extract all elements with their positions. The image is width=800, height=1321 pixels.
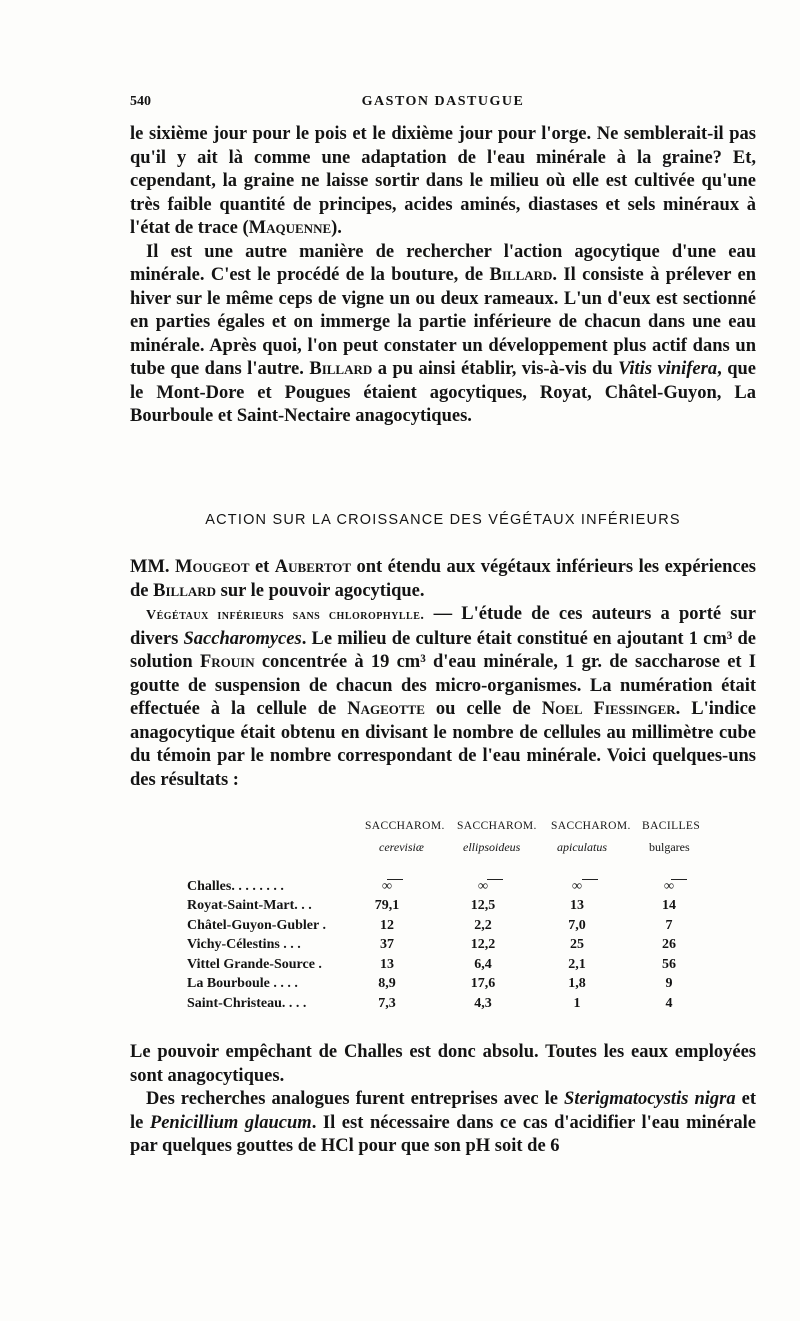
author-name: Billard: [153, 580, 217, 601]
author-name: Nageotte: [347, 699, 425, 719]
table-cell: 13: [380, 956, 394, 972]
author-name: Billard: [489, 265, 553, 285]
column-subheader: apiculatus: [557, 839, 607, 854]
row-label: La Bourboule . . . .: [187, 976, 298, 991]
table-cell: 8,9: [378, 976, 396, 991]
table-cell: 17,6: [470, 976, 496, 991]
species-name: Sterigmatocystis nigra: [564, 1089, 736, 1109]
table-cell: 2,1: [568, 956, 586, 972]
table-row: [187, 976, 727, 996]
paragraph: MM. Mougeot et Aubertot ont étendu aux végétaux inférieurs les expériences de Billard sur le pouvoir agocytique.: [130, 557, 756, 601]
table-cell: 12,2: [470, 937, 496, 952]
species-name: Vitis vinifera: [618, 359, 718, 379]
table-cell: 26: [662, 937, 676, 952]
table-row: [187, 918, 727, 938]
row-label: Châtel-Guyon-Gubler .: [187, 917, 326, 933]
column-subheader: cerevisiæ: [379, 839, 424, 854]
table-cell: ∞: [478, 878, 488, 894]
table-row: [187, 898, 727, 918]
author-name: Noel Fiessinger: [541, 699, 676, 719]
table-row: [187, 996, 727, 1016]
table-cell: 56: [662, 956, 676, 972]
section-title: ACTION SUR LA CROISSANCE DES VÉGÉTAUX INFÉRIEURS: [205, 512, 681, 528]
table-cell: 7: [665, 917, 673, 933]
table-cell: 14: [662, 898, 676, 913]
text-block-middle: [130, 556, 756, 792]
table-row: [187, 937, 727, 957]
table-row: [187, 957, 727, 977]
running-head: GASTON DASTUGUE: [361, 94, 525, 109]
paragraph: Végétaux inférieurs sans chlorophylle. — L'étude de ces auteurs a porté sur divers Saccharomyces. Le milieu de culture était constitué en ajoutant 1 cm³ de solution Frouin concentrée à 19 cm³ d'eau minérale, 1 gr. de saccharose et I goutte de suspension de chacun des micro-organismes. La numération était effectuée à la cellule de Nageotte ou celle de Noel Fiessinger. L'indice anagocytique était obtenu en divisant le nombre de cellules au millimètre cube du témoin par le nombre correspondant de l'eau minérale. Voici quelques-uns des résultats :: [130, 604, 757, 790]
table-cell: 79,1: [374, 898, 400, 913]
subsection-lead: Végétaux inférieurs sans chlorophylle.: [146, 608, 425, 623]
column-subheader: bulgares: [649, 839, 690, 854]
author-name: Billard: [309, 359, 373, 379]
page-header: [130, 94, 756, 118]
table-body: [187, 879, 727, 1016]
row-label: Challes. . . . . . . .: [187, 878, 284, 894]
table-header-row: [187, 820, 727, 840]
paragraph: Des recherches analogues furent entreprises avec le Sterigmatocystis nigra et le Penicillium glaucum. Il est nécessaire dans ce cas d'acidifier l'eau minérale par quelques gouttes de HCl pour que son pH soit de 6: [130, 1089, 756, 1156]
table-cell: 37: [380, 937, 394, 952]
table-cell: 25: [570, 937, 584, 952]
author-name: Mougeot: [175, 557, 250, 577]
table-cell: 7,3: [378, 995, 396, 1011]
table-cell: ∞: [664, 878, 674, 894]
table-dash-row: [187, 859, 727, 879]
table-cell: 12,5: [470, 898, 496, 913]
text-block-top: [130, 123, 756, 429]
species-name: Penicillium glaucum: [149, 1112, 312, 1133]
row-label: Royat-Saint-Mart. . .: [187, 898, 312, 913]
column-header: SACCHAROM.: [457, 820, 537, 832]
author-name: Maquenne: [248, 218, 332, 238]
paragraph: Le pouvoir empêchant de Challes est donc absolu. Toutes les eaux employées sont anagocytiques.: [130, 1042, 756, 1086]
table-cell: 4: [665, 995, 673, 1011]
table-cell: 13: [570, 898, 584, 913]
table-cell: 7,0: [568, 917, 586, 933]
column-subheader: ellipsoideus: [463, 839, 521, 854]
table-cell: 12: [380, 917, 394, 933]
table-cell: 9: [665, 976, 673, 991]
table-cell: ∞: [382, 878, 392, 894]
row-label: Saint-Christeau. . . .: [187, 995, 307, 1011]
table-cell: 1: [573, 995, 581, 1011]
table-cell: 1,8: [568, 976, 586, 991]
table-row: [187, 879, 727, 899]
author-name: Aubertot: [274, 557, 352, 577]
results-table: [187, 820, 727, 1015]
table-cell: 4,3: [474, 995, 492, 1011]
table-subheader-row: [187, 840, 727, 860]
page-number: 540: [130, 94, 151, 109]
row-label: Vittel Grande-Source .: [187, 956, 322, 972]
table-cell: 6,4: [474, 956, 492, 972]
column-header: SACCHAROM.: [551, 820, 631, 832]
column-header: SACCHAROM.: [365, 820, 445, 832]
text-block-bottom: [130, 1041, 756, 1159]
row-label: Vichy-Célestins . . .: [187, 937, 301, 952]
author-name: Frouin: [199, 652, 255, 672]
paragraph: le sixième jour pour le pois et le dixième jour pour l'orge. Ne semblerait-il pas qu'il y ait là comme une adaptation de l'eau minérale à la graine? Et, cependant, la graine ne laisse sortir dans le milieu où elle est cultivée qu'une très faible quantité de principes, acides aminés, diastases et sels minéraux à l'état de trace (Maquenne).: [130, 124, 756, 238]
column-header: BACILLES: [642, 820, 701, 832]
paragraph: Il est une autre manière de rechercher l'action agocytique d'une eau minérale. C'est le procédé de la bouture, de Billard. Il consiste à prélever en hiver sur le même ceps de vigne un ou deux rameaux. L'un d'eux est sectionné en parties égales et on immerge la partie inférieure de chacun dans une eau minérale. Après quoi, l'on peut constater un développement plus actif dans un tube que dans l'autre. Billard a pu ainsi établir, vis-à-vis du Vitis vinifera, que le Mont-Dore et Pougues étaient agocytiques, Royat, Châtel-Guyon, La Bourboule et Saint-Nectaire anagocytiques.: [130, 241, 756, 426]
table-cell: 2,2: [474, 917, 492, 933]
species-name: Saccharomyces: [183, 628, 302, 649]
table-cell: ∞: [572, 878, 582, 894]
